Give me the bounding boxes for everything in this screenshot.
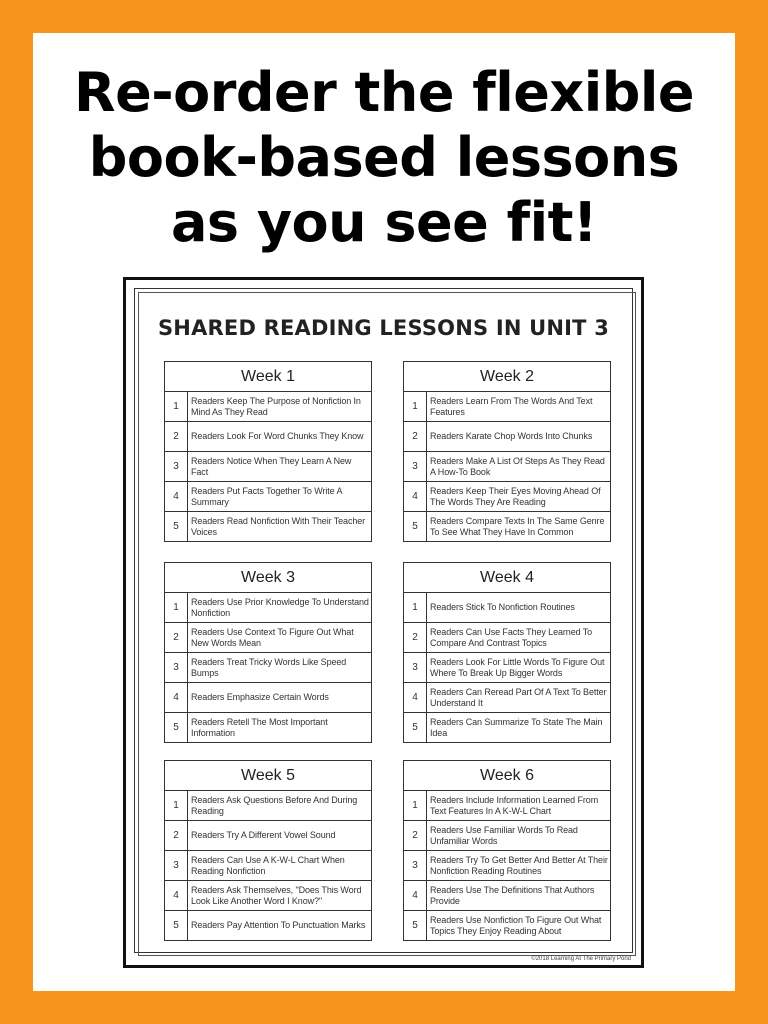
week-title: Week 2 xyxy=(404,362,610,392)
lesson-row xyxy=(404,851,610,881)
week-table xyxy=(403,562,611,743)
lesson-row xyxy=(165,452,371,482)
lesson-number: 3 xyxy=(165,851,188,880)
lesson-number: 3 xyxy=(165,452,188,481)
lesson-number: 3 xyxy=(404,851,427,880)
lesson-title: Readers Use Context To Figure Out What New Words Mean xyxy=(191,626,354,648)
document-title: SHARED READING LESSONS IN UNIT 3 xyxy=(157,316,610,340)
lesson-title: Readers Make A List Of Steps As They Read A How-To Book xyxy=(430,455,605,477)
lesson-number: 2 xyxy=(165,623,188,652)
week-table xyxy=(403,760,611,941)
lesson-row xyxy=(404,392,610,422)
lesson-number: 5 xyxy=(404,911,427,940)
lesson-row xyxy=(165,512,371,541)
lesson-title: Readers Use Familiar Words To Read Unfamiliar Words xyxy=(430,824,578,846)
lesson-row xyxy=(165,653,371,683)
week-table xyxy=(164,760,372,941)
lesson-number: 1 xyxy=(404,791,427,820)
week-table xyxy=(403,361,611,542)
lesson-number: 4 xyxy=(404,683,427,712)
lesson-number: 4 xyxy=(165,881,188,910)
lesson-title: Readers Treat Tricky Words Like Speed Bumps xyxy=(191,656,347,678)
lesson-title: Readers Emphasize Certain Words xyxy=(191,692,329,702)
week-table xyxy=(164,361,372,542)
lesson-title: Readers Retell The Most Important Information xyxy=(191,716,328,738)
week-title: Week 4 xyxy=(404,563,610,593)
week-title: Week 1 xyxy=(165,362,371,392)
lesson-row xyxy=(404,512,610,541)
lesson-title: Readers Put Facts Together To Write A Summary xyxy=(191,485,342,507)
lesson-number: 5 xyxy=(165,911,188,940)
lesson-row xyxy=(404,653,610,683)
week-table xyxy=(164,562,372,743)
lesson-title: Readers Compare Texts In The Same Genre To See What They Have In Common xyxy=(430,515,605,537)
lesson-row xyxy=(404,713,610,742)
lesson-title: Readers Keep Their Eyes Moving Ahead Of The Words They Are Reading xyxy=(430,485,601,507)
lesson-number: 1 xyxy=(165,392,188,421)
lesson-title: Readers Can Use Facts They Learned To Compare And Contrast Topics xyxy=(430,626,593,648)
lesson-number: 5 xyxy=(404,713,427,742)
lesson-title: Readers Ask Questions Before And During Reading xyxy=(191,794,358,816)
lesson-number: 1 xyxy=(404,593,427,622)
lesson-title: Readers Can Use A K-W-L Chart When Reading Nonfiction xyxy=(191,854,345,876)
lesson-number: 5 xyxy=(404,512,427,541)
lesson-number: 3 xyxy=(165,653,188,682)
lesson-title: Readers Look For Word Chunks They Know xyxy=(191,431,364,441)
lesson-number: 4 xyxy=(165,482,188,511)
lesson-title: Readers Read Nonfiction With Their Teacher Voices xyxy=(191,515,366,537)
lesson-row xyxy=(404,623,610,653)
lesson-number: 4 xyxy=(404,482,427,511)
lesson-number: 4 xyxy=(404,881,427,910)
copyright-text: ©2018 Learning At The Primary Pond xyxy=(531,956,631,962)
lesson-title: Readers Use Prior Knowledge To Understand Nonfiction xyxy=(191,596,369,618)
lesson-row xyxy=(404,422,610,452)
lesson-row xyxy=(404,791,610,821)
lesson-row xyxy=(165,422,371,452)
lesson-title: Readers Karate Chop Words Into Chunks xyxy=(430,431,593,441)
lesson-number: 2 xyxy=(165,821,188,850)
week-title: Week 6 xyxy=(404,761,610,791)
lesson-number: 1 xyxy=(165,593,188,622)
lesson-row xyxy=(165,911,371,940)
lesson-number: 5 xyxy=(165,512,188,541)
lesson-number: 1 xyxy=(165,791,188,820)
lesson-title: Readers Use The Definitions That Authors Provide xyxy=(430,884,595,906)
lesson-title: Readers Stick To Nonfiction Routines xyxy=(430,602,575,612)
week-title: Week 5 xyxy=(165,761,371,791)
lesson-title: Readers Look For Little Words To Figure Out Where To Break Up Bigger Words xyxy=(430,656,605,678)
lesson-title: Readers Include Information Learned From Text Features In A K-W-L Chart xyxy=(430,794,599,816)
lesson-number: 2 xyxy=(404,623,427,652)
lesson-title: Readers Keep The Purpose of Nonfiction In Mind As They Read xyxy=(191,395,361,417)
lesson-number: 1 xyxy=(404,392,427,421)
lesson-row xyxy=(404,683,610,713)
lesson-number: 2 xyxy=(404,422,427,451)
lesson-title: Readers Notice When They Learn A New Fact xyxy=(191,455,352,477)
week-title: Week 3 xyxy=(165,563,371,593)
lesson-title: Readers Use Nonfiction To Figure Out What Topics They Enjoy Reading About xyxy=(430,914,602,936)
lesson-row xyxy=(165,392,371,422)
lesson-number: 2 xyxy=(165,422,188,451)
lesson-row xyxy=(165,593,371,623)
lesson-row xyxy=(404,482,610,512)
lesson-row xyxy=(404,452,610,482)
lesson-title: Readers Ask Themselves, "Does This Word Look Like Another Word I Know?" xyxy=(191,884,362,906)
lesson-row xyxy=(165,623,371,653)
headline: Re-order the flexible book-based lessons as you see fit! xyxy=(74,61,694,254)
lesson-row xyxy=(165,482,371,512)
lesson-number: 3 xyxy=(404,452,427,481)
lesson-row xyxy=(165,821,371,851)
lesson-number: 5 xyxy=(165,713,188,742)
lesson-number: 3 xyxy=(404,653,427,682)
lesson-title: Readers Pay Attention To Punctuation Marks xyxy=(191,920,366,930)
lesson-row xyxy=(165,881,371,911)
lesson-row xyxy=(165,713,371,742)
lesson-row xyxy=(165,683,371,713)
lesson-number: 2 xyxy=(404,821,427,850)
lesson-row xyxy=(404,881,610,911)
lesson-title: Readers Can Reread Part Of A Text To Better Understand It xyxy=(430,686,607,708)
lesson-number: 4 xyxy=(165,683,188,712)
lesson-title: Readers Learn From The Words And Text Features xyxy=(430,395,593,417)
lesson-row xyxy=(404,593,610,623)
lesson-row xyxy=(165,851,371,881)
document-preview xyxy=(123,277,644,968)
lesson-row xyxy=(404,821,610,851)
lesson-title: Readers Can Summarize To State The Main Idea xyxy=(430,716,603,738)
lesson-title: Readers Try A Different Vowel Sound xyxy=(191,830,336,840)
lesson-row xyxy=(404,911,610,940)
lesson-title: Readers Try To Get Better And Better At Their Nonfiction Reading Routines xyxy=(430,854,608,876)
lesson-row xyxy=(165,791,371,821)
